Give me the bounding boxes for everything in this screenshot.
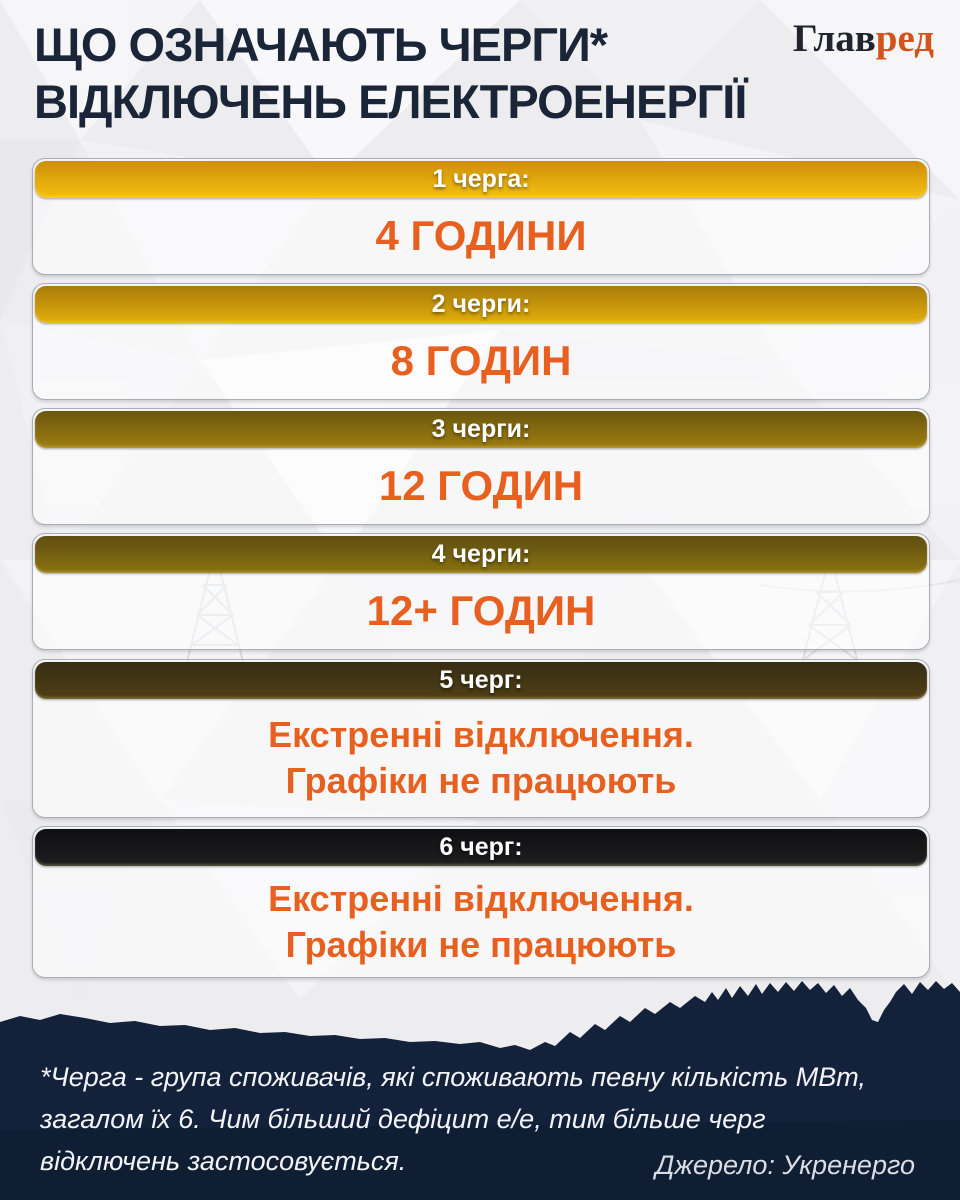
queue-card-2 xyxy=(32,283,930,400)
queue-3-header-bar xyxy=(35,411,927,448)
footnote-line-1: *Черга - група споживачів, які споживають певну кількість МВт, xyxy=(40,1062,866,1092)
queue-card-5 xyxy=(32,659,930,818)
queue-2-header-label: 2 черги: xyxy=(431,290,531,318)
queue-3-body xyxy=(33,448,929,524)
footnote-line-2: загалом їх 6. Чим більший дефіцит е/е, тим більше черг xyxy=(40,1104,766,1134)
queue-1-duration: 4 ГОДИНИ xyxy=(375,212,587,259)
queue-5-header-label: 5 черг: xyxy=(439,666,523,694)
queue-2-header-bar xyxy=(35,286,927,323)
queue-4-duration: 12+ ГОДИН xyxy=(366,587,596,634)
queue-4-header-label: 4 черги: xyxy=(431,540,531,568)
queue-card-1 xyxy=(32,158,930,275)
logo-part-glav: Глав xyxy=(792,17,876,60)
page-title xyxy=(34,16,794,130)
queue-6-body xyxy=(33,866,929,977)
queue-1-header-bar xyxy=(35,161,927,198)
queue-6-duration-line-2: Графіки не працюють xyxy=(285,923,677,965)
queue-card-4 xyxy=(32,533,930,650)
queue-5-duration-line-1: Екстренні відключення. xyxy=(268,714,694,755)
queue-2-body xyxy=(33,323,929,399)
queue-6-duration-line-1: Екстренні відключення. xyxy=(268,877,694,919)
queue-card-3 xyxy=(32,408,930,525)
queue-card-6 xyxy=(32,826,930,978)
queue-5-body xyxy=(33,699,929,817)
source-credit: Джерело: Укренерго xyxy=(655,1150,915,1180)
logo-part-red: ред xyxy=(875,17,934,60)
queue-3-duration: 12 ГОДИН xyxy=(378,462,584,509)
queue-3-header-label: 3 черги: xyxy=(431,415,531,443)
queue-6-header-bar xyxy=(35,829,927,866)
footnote-line-3: відключень застосовується. xyxy=(40,1146,407,1176)
queue-4-body xyxy=(33,573,929,649)
queue-6-header-label: 6 черг: xyxy=(439,833,523,861)
queue-1-header-label: 1 черга: xyxy=(432,165,530,193)
queue-5-duration-line-2: Графіки не працюють xyxy=(285,760,677,801)
queue-2-duration: 8 ГОДИН xyxy=(390,337,572,384)
queue-4-header-bar xyxy=(35,536,927,573)
title-line-1: ЩО ОЗНАЧАЮТЬ ЧЕРГИ* xyxy=(34,18,608,71)
title-line-2: ВІДКЛЮЧЕНЬ ЕЛЕКТРОЕНЕРГІЇ xyxy=(34,75,747,128)
queue-5-header-bar xyxy=(35,662,927,699)
queue-1-body xyxy=(33,198,929,274)
glavred-logo xyxy=(793,18,934,60)
